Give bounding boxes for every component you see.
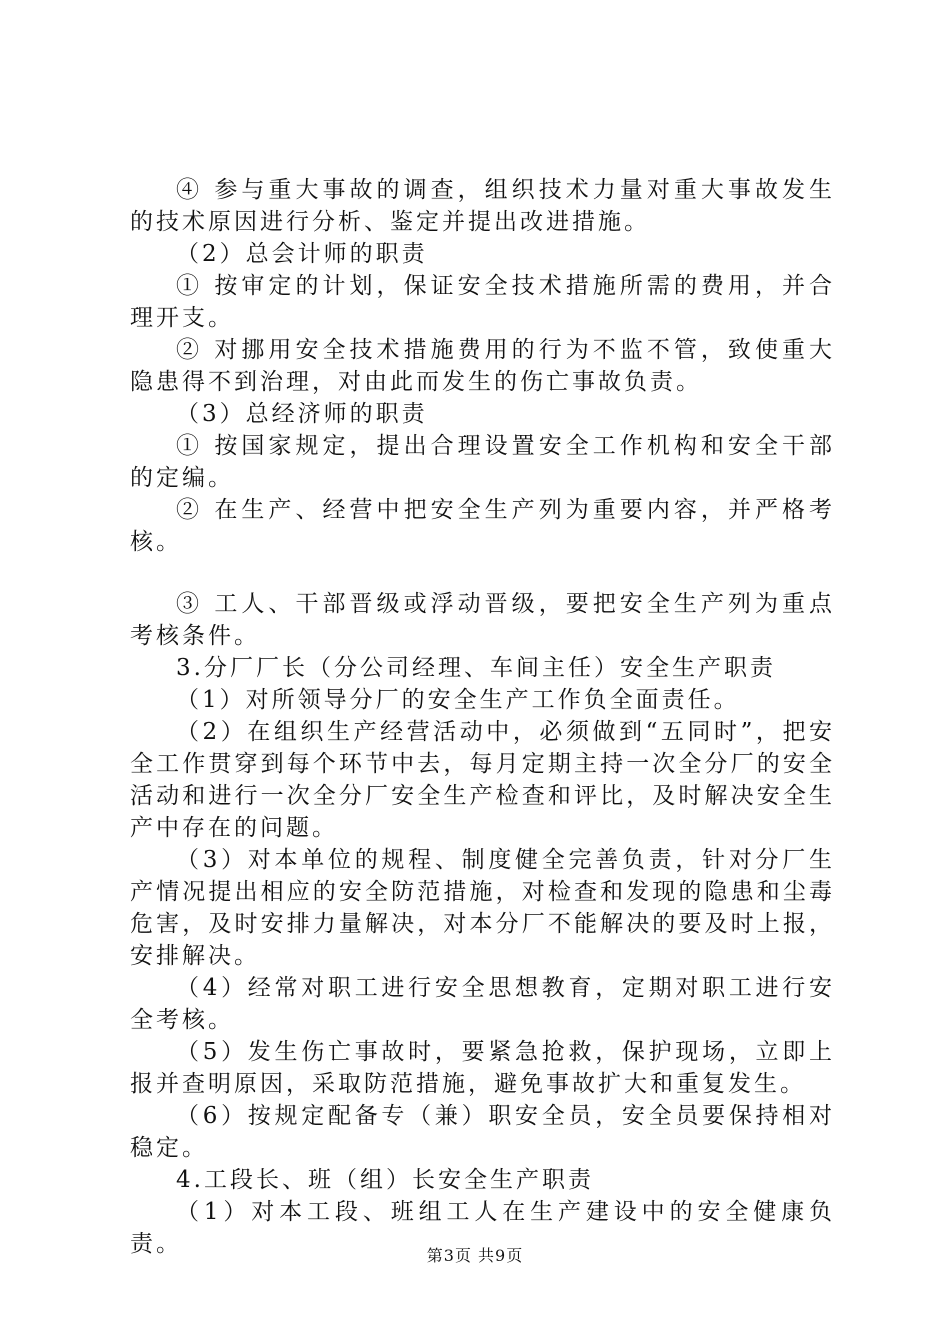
heading-branch-factory-director-duties: 3.分厂厂长（分公司经理、车间主任）安全生产职责 (176, 655, 776, 681)
paragraph-branch-item-1: （1）对所领导分厂的安全生产工作负全面责任。 (176, 687, 740, 713)
paragraph-branch-item-2: （2）在组织生产经营活动中，必须做到“五同时”，把安全工作贯穿到每个环节中去，每月定期主持一次全分厂的安全活动和进行一次全分厂安全生产检查和评比，及时解决安全生产中存在的问题。 (130, 719, 835, 841)
paragraph-chief-economist-item-2: ② 在生产、经营中把安全生产列为重要内容，并严格考核。 (130, 497, 835, 555)
paragraph-chief-economist-item-3: ③ 工人、干部晋级或浮动晋级，要把安全生产列为重点考核条件。 (130, 591, 835, 649)
heading-chief-economist-duties: （3）总经济师的职责 (176, 401, 428, 427)
paragraph-branch-item-6: （6）按规定配备专（兼）职安全员，安全员要保持相对稳定。 (130, 1103, 835, 1161)
paragraph-chief-accountant-item-1: ① 按审定的计划，保证安全技术措施所需的费用，并合理开支。 (130, 273, 835, 331)
paragraph-branch-item-4: （4）经常对职工进行安全思想教育，定期对职工进行安全考核。 (130, 975, 835, 1033)
paragraph-spacer (130, 558, 835, 588)
paragraph-branch-item-5: （5）发生伤亡事故时，要紧急抢救，保护现场，立即上报并查明原因，采取防范措施，避免事故扩大和重复发生。 (130, 1039, 835, 1097)
document-body (130, 174, 835, 1260)
paragraph-branch-item-3: （3）对本单位的规程、制度健全完善负责，针对分厂生产情况提出相应的安全防范措施，对检查和发现的隐患和尘毒危害，及时安排力量解决，对本分厂不能解决的要及时上报，安排解决。 (130, 847, 835, 969)
page-footer: 第3页 共9页 (426, 1246, 524, 1265)
heading-chief-accountant-duties: （2）总会计师的职责 (176, 241, 428, 267)
paragraph-team-leader-item-1: （1）对本工段、班组工人在生产建设中的安全健康负责。 (130, 1199, 835, 1257)
paragraph-chief-economist-item-1: ① 按国家规定，提出合理设置安全工作机构和安全干部的定编。 (130, 433, 835, 491)
paragraph-chief-accountant-item-2: ② 对挪用安全技术措施费用的行为不监不管，致使重大隐患得不到治理，对由此而发生的伤亡事故负责。 (130, 337, 835, 395)
heading-section-team-leader-duties: 4.工段长、班（组）长安全生产职责 (176, 1167, 594, 1193)
paragraph-chief-engineer-item-4: ④ 参与重大事故的调查，组织技术力量对重大事故发生的技术原因进行分析、鉴定并提出改进措施。 (130, 177, 835, 235)
